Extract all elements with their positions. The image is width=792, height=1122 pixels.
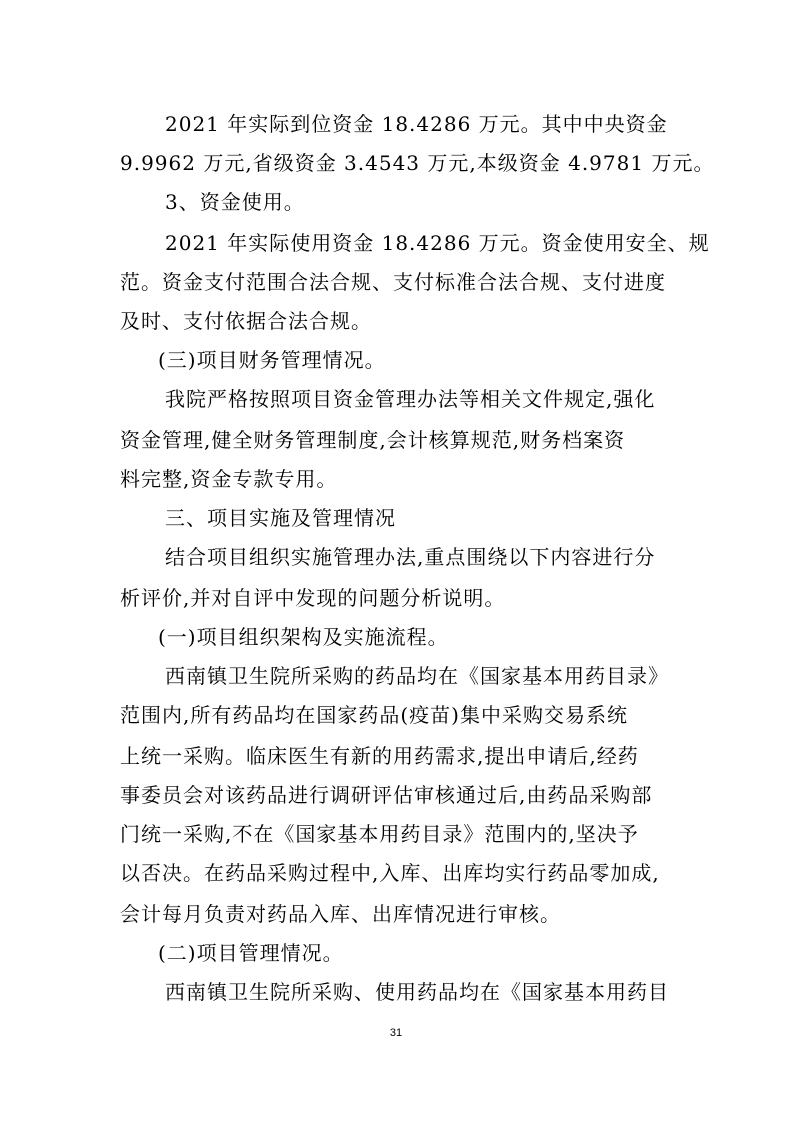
text-line-16: 范围内,所有药品均在国家药品(疫苗)集中采购交易系统 [120, 703, 628, 727]
text-line-21: 会计每月负责对药品入库、出库情况进行审核。 [120, 902, 561, 926]
text-line-19: 门统一采购,不在《国家基本用药目录》范围内的,坚决予 [120, 822, 639, 846]
section-heading-implementation: 三、项目实施及管理情况 [165, 506, 396, 530]
text-line-2: 9.9962 万元,省级资金 3.4543 万元,本级资金 4.9781 万元。 [120, 151, 715, 175]
text-line-3: 3、资金使用。 [165, 190, 305, 214]
text-line-20: 以否决。在药品采购过程中,入库、出库均实行药品零加成, [120, 861, 660, 885]
text-line-18: 事委员会对该药品进行调研评估审核通过后,由药品采购部 [120, 783, 653, 807]
text-line-23: 西南镇卫生院所采购、使用药品均在《国家基本用药目 [165, 980, 669, 1004]
text-line-17: 上统一采购。临床医生有新的用药需求,提出申请后,经药 [120, 744, 639, 768]
page-number: 31 [389, 1027, 403, 1039]
text-line-15: 西南镇卫生院所采购的药品均在《国家基本用药目录》 [165, 664, 669, 688]
section-heading-management: (二)项目管理情况。 [158, 941, 344, 965]
text-line-10: 料完整,资金专款专用。 [120, 467, 338, 491]
text-line-8: 我院严格按照项目资金管理办法等相关文件规定,强化 [165, 387, 656, 411]
text-line-1: 2021 年实际到位资金 18.4286 万元。其中中央资金 [165, 112, 668, 136]
section-heading-finance: (三)项目财务管理情况。 [158, 348, 386, 372]
text-line-9: 资金管理,健全财务管理制度,会计核算规范,财务档案资 [120, 428, 626, 452]
section-heading-organization: (一)项目组织架构及实施流程。 [158, 625, 449, 649]
text-line-12: 结合项目组织实施管理办法,重点围绕以下内容进行分 [165, 545, 656, 569]
text-line-6: 及时、支付依据合法合规。 [120, 309, 372, 333]
text-line-4: 2021 年实际使用资金 18.4286 万元。资金使用安全、规 [165, 231, 710, 255]
text-line-13: 析评价,并对自评中发现的问题分析说明。 [120, 586, 506, 610]
text-line-5: 范。资金支付范围合法合规、支付标准合法合规、支付进度 [120, 270, 666, 294]
